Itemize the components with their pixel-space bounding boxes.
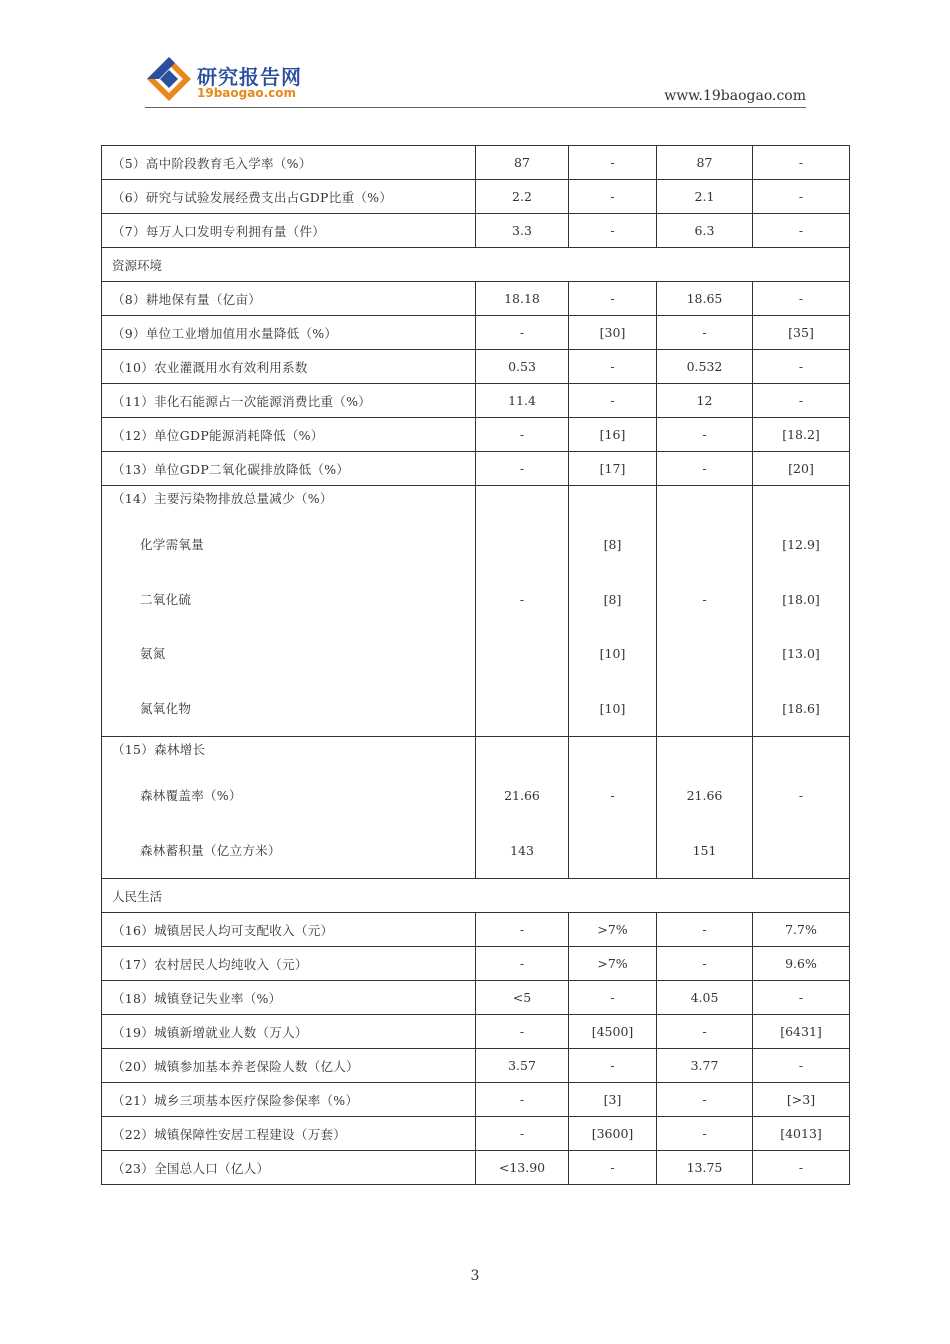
cell-value: 143 [510,842,534,858]
cell-value: [8] [603,591,622,607]
cell-value: [13.0] [782,646,820,661]
indicator-label: （6）研究与试验发展经费支出占GDP比重（%） [102,180,476,214]
cell-value: 21.66 [686,788,723,803]
cell-value: - [753,180,850,214]
brand-name: 研究报告网 [197,65,302,89]
cell-value: - [476,452,569,486]
indicator-label: （16）城镇居民人均可支配收入（元） [102,913,476,947]
cell-value: 87 [476,146,569,180]
cell-value: - [657,316,753,350]
forest-c3-cell [657,737,753,879]
pollutant-name: 二氧化硫 [140,591,192,607]
cell-value: - [569,384,657,418]
table-row [102,350,850,384]
cell-value: [18.0] [782,591,820,607]
site-url-link[interactable]: www.19baogao.com [664,88,806,104]
indicator-label: （12）单位GDP能源消耗降低（%） [102,418,476,452]
cell-value: 18.65 [657,282,753,316]
cell-value: - [753,1049,850,1083]
section-row [102,248,850,282]
cell-value: - [476,1083,569,1117]
table-row [102,282,850,316]
indicator-label: （23）全国总人口（亿人） [102,1151,476,1185]
cell-value: 11.4 [476,384,569,418]
cell-value: <5 [476,981,569,1015]
indicator-label: （9）单位工业增加值用水量降低（%） [102,316,476,350]
pollutants-c1-cell [476,486,569,737]
table-row [102,947,850,981]
cell-value: 0.53 [476,350,569,384]
cell-value: - [702,591,707,607]
indicator-label: （11）非化石能源占一次能源消费比重（%） [102,384,476,418]
cell-value: - [753,214,850,248]
cell-value: - [657,1117,753,1151]
indicator-label: （17）农村居民人均纯收入（元） [102,947,476,981]
cell-value: - [519,591,525,607]
cell-value: 7.7% [753,913,850,947]
cell-value: [4500] [569,1015,657,1049]
table-row [102,452,850,486]
cell-value: [6431] [753,1015,850,1049]
cell-value: [35] [753,316,850,350]
cell-value: [20] [753,452,850,486]
table-row-pollutants [102,486,850,737]
indicator-label: （8）耕地保有量（亿亩） [102,282,476,316]
indicator-label: （14）主要污染物排放总量减少（%） [112,491,333,506]
cell-value: 21.66 [504,788,540,803]
table-row-forest [102,737,850,879]
cell-value: 12 [657,384,753,418]
cell-value: - [657,947,753,981]
brand-logo[interactable] [145,55,325,107]
pollutants-c3-cell [657,486,753,737]
cell-value: - [569,981,657,1015]
cell-value: <13.90 [476,1151,569,1185]
cell-value: - [476,947,569,981]
cell-value: - [753,981,850,1015]
cell-value: - [476,418,569,452]
table-row [102,384,850,418]
cell-value: - [476,913,569,947]
cell-value: 2.1 [657,180,753,214]
section-title-living: 人民生活 [102,879,850,913]
cell-value: >7% [569,947,657,981]
cell-value: - [610,788,615,803]
cell-value: [4013] [753,1117,850,1151]
cell-value: 3.3 [476,214,569,248]
cell-value: [12.9] [782,537,820,552]
brand-domain: 19baogao.com [197,86,296,100]
cell-value: 13.75 [657,1151,753,1185]
cell-value: - [753,1151,850,1185]
cell-value: 0.532 [657,350,753,384]
indicator-label: （10）农业灌溉用水有效利用系数 [102,350,476,384]
cell-value: - [753,146,850,180]
cell-value: [10] [599,700,626,716]
forest-item-name: 森林覆盖率（%） [140,788,242,803]
cell-value: - [753,384,850,418]
pollutants-cell [102,486,476,737]
cell-value: - [569,214,657,248]
forest-cell [102,737,476,879]
logo-diamond-icon [145,55,193,103]
cell-value: - [798,788,804,803]
cell-value: 9.6% [753,947,850,981]
cell-value: 18.18 [476,282,569,316]
cell-value: - [476,1117,569,1151]
cell-value: [16] [569,418,657,452]
table-row [102,1049,850,1083]
cell-value: - [753,350,850,384]
cell-value: [>3] [753,1083,850,1117]
cell-value: - [476,316,569,350]
cell-value: [10] [599,646,626,661]
indicator-table [101,145,850,1185]
table-row [102,418,850,452]
cell-value: 87 [657,146,753,180]
cell-value: - [569,1151,657,1185]
table-row [102,214,850,248]
indicator-label: （22）城镇保障性安居工程建设（万套） [102,1117,476,1151]
table-row [102,1117,850,1151]
cell-value: - [569,282,657,316]
cell-value: [8] [603,537,622,552]
table-row [102,1015,850,1049]
table-row [102,1083,850,1117]
cell-value: >7% [569,913,657,947]
cell-value: 3.57 [476,1049,569,1083]
page-number: 3 [470,1268,480,1284]
table-row [102,316,850,350]
cell-value: - [476,1015,569,1049]
cell-value: [17] [569,452,657,486]
cell-value: 2.2 [476,180,569,214]
pollutant-name: 氮氧化物 [140,700,192,716]
forest-c1-cell [476,737,569,879]
indicator-label: （15）森林增长 [112,742,206,757]
indicator-label: （13）单位GDP二氧化碳排放降低（%） [102,452,476,486]
indicator-label: （19）城镇新增就业人数（万人） [102,1015,476,1049]
indicator-label: （7）每万人口发明专利拥有量（件） [102,214,476,248]
header-divider [145,107,806,108]
section-row [102,879,850,913]
cell-value: [3600] [569,1117,657,1151]
cell-value: - [657,1083,753,1117]
cell-value: - [657,418,753,452]
table-row [102,180,850,214]
cell-value: - [569,350,657,384]
forest-item-name: 森林蓄积量（亿立方米） [140,842,281,858]
pollutants-c4-cell [753,486,850,737]
cell-value: 4.05 [657,981,753,1015]
table-row [102,913,850,947]
cell-value: 151 [692,842,717,858]
page-header [0,0,950,120]
forest-c4-cell [753,737,850,879]
cell-value: 6.3 [657,214,753,248]
pollutant-name: 化学需氧量 [140,537,205,552]
cell-value: - [657,913,753,947]
cell-value: - [569,146,657,180]
pollutants-c2-cell [569,486,657,737]
pollutant-name: 氨氮 [140,646,166,661]
cell-value: - [753,282,850,316]
forest-c2-cell [569,737,657,879]
cell-value: - [657,1015,753,1049]
cell-value: [18.2] [753,418,850,452]
indicator-label: （18）城镇登记失业率（%） [102,981,476,1015]
table-row [102,146,850,180]
table-row [102,981,850,1015]
cell-value: [30] [569,316,657,350]
table-row [102,1151,850,1185]
indicator-label: （5）高中阶段教育毛入学率（%） [102,146,476,180]
cell-value: 3.77 [657,1049,753,1083]
cell-value: [3] [569,1083,657,1117]
indicator-label: （20）城镇参加基本养老保险人数（亿人） [102,1049,476,1083]
section-title-resources: 资源环境 [102,248,850,282]
indicator-label: （21）城乡三项基本医疗保险参保率（%） [102,1083,476,1117]
cell-value: [18.6] [782,700,820,716]
cell-value: - [569,1049,657,1083]
cell-value: - [569,180,657,214]
cell-value: - [657,452,753,486]
